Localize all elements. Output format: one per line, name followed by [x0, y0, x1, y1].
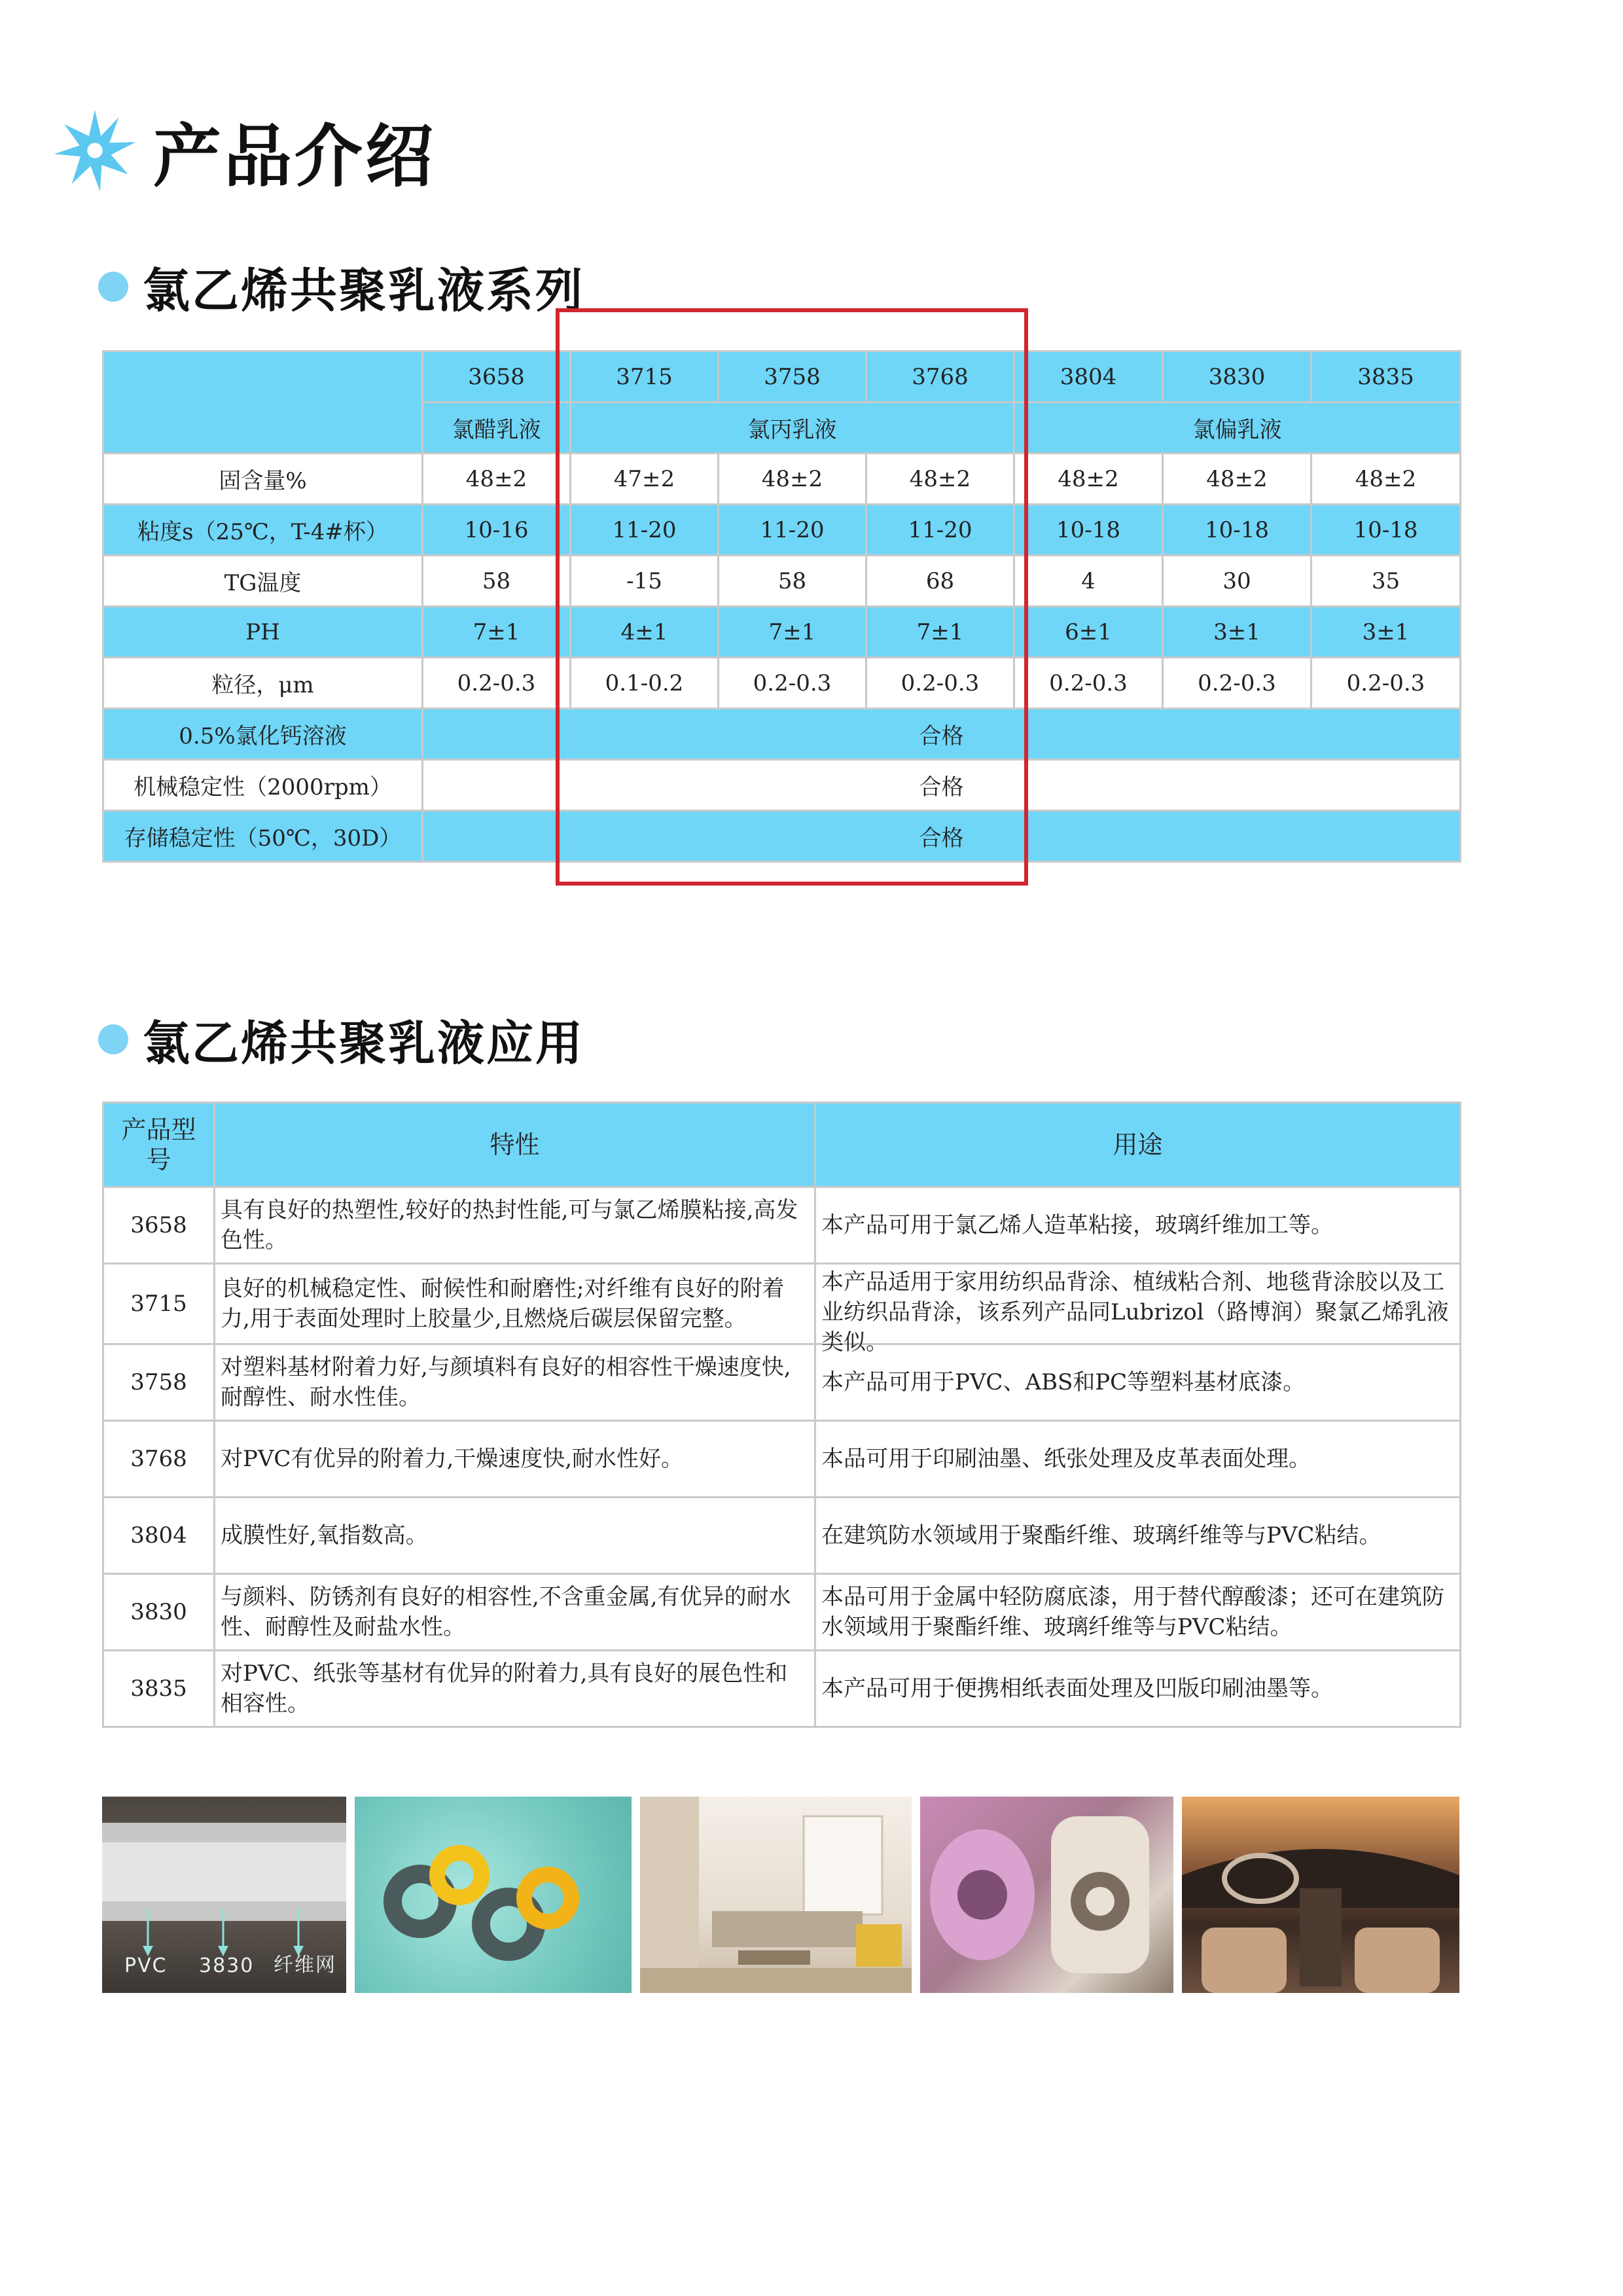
photo-label-pvc: PVC	[124, 1954, 168, 1977]
table-cell: 0.1-0.2	[571, 658, 719, 709]
table-cell: 0.2-0.3	[1014, 658, 1163, 709]
table-cell: 58	[719, 556, 866, 607]
table-cell: 10-18	[1014, 505, 1163, 556]
rings-illustration	[355, 1797, 632, 1993]
application-section-title: 氯乙烯共聚乳液应用	[143, 1016, 585, 1071]
property-cell	[215, 1498, 815, 1574]
usage-text: 本产品可用于氯乙烯人造革粘接，玻璃纤维加工等。	[821, 1212, 1333, 1238]
model-header: 3768	[866, 351, 1014, 403]
usage-cell	[815, 1651, 1461, 1727]
model-header: 3758	[719, 351, 866, 403]
series-section-heading	[98, 257, 584, 316]
model-cell: 3758	[103, 1344, 215, 1421]
table-cell: 合格	[423, 760, 1461, 811]
table-row	[103, 1651, 1461, 1727]
parts-illustration	[920, 1797, 1173, 1993]
usage-cell	[815, 1421, 1461, 1498]
table-cell: 48±2	[1014, 454, 1163, 505]
model-header: 3835	[1311, 351, 1461, 403]
usage-cell	[815, 1187, 1461, 1264]
table-cell: 0.2-0.3	[719, 658, 866, 709]
table-cell: 合格	[423, 709, 1461, 760]
table-cell: 68	[866, 556, 1014, 607]
photo-swim-rings	[355, 1797, 632, 1993]
usage-cell	[815, 1498, 1461, 1574]
group-header: 氯偏乳液	[1014, 403, 1461, 454]
model-cell: 3830	[103, 1574, 215, 1651]
application-section-heading	[98, 1010, 584, 1069]
property-cell	[215, 1574, 815, 1651]
table-cell: 10-18	[1163, 505, 1311, 556]
table-row	[103, 1574, 1461, 1651]
table-cell: 7±1	[423, 607, 571, 658]
property-text: 与颜料、防锈剂有良好的相容性,不含重金属,有优异的耐水性、耐醇性及耐盐水性。	[221, 1584, 791, 1640]
property-cell	[215, 1187, 815, 1264]
series-section-title: 氯乙烯共聚乳液系列	[143, 263, 585, 318]
starburst-icon	[52, 108, 137, 193]
table-cell: 0.2-0.3	[866, 658, 1014, 709]
application-table	[102, 1102, 1461, 1728]
property-cell	[215, 1651, 815, 1727]
property-text: 对PVC有优异的附着力,干燥速度快,耐水性好。	[221, 1446, 684, 1472]
property-text: 对塑料基材附着力好,与颜填料有良好的相容性干燥速度快,耐醇性、耐水性佳。	[221, 1354, 791, 1410]
row-label: PH	[103, 607, 423, 658]
row-label: 机械稳定性（2000rpm）	[103, 760, 423, 811]
table-cell: 48±2	[1163, 454, 1311, 505]
table-row	[103, 1344, 1461, 1421]
living-room-illustration	[640, 1797, 912, 1993]
table-cell: 10-16	[423, 505, 571, 556]
row-label: 粒径，μm	[103, 658, 423, 709]
table-cell: 48±2	[866, 454, 1014, 505]
usage-text: 在建筑防水领域用于聚酯纤维、玻璃纤维等与PVC粘结。	[821, 1522, 1382, 1549]
table-cell: 4	[1014, 556, 1163, 607]
model-header: 3830	[1163, 351, 1311, 403]
table-cell: 4±1	[571, 607, 719, 658]
row-label: 粘度s（25℃，T-4#杯）	[103, 505, 423, 556]
table-cell: 47±2	[571, 454, 719, 505]
table-cell: 11-20	[719, 505, 866, 556]
property-text: 良好的机械稳定性、耐候性和耐磨性;对纤维有良好的附着力,用于表面处理时上胶量少,且燃烧后碳层保留完整。	[221, 1276, 785, 1332]
table-cell: 0.2-0.3	[423, 658, 571, 709]
property-text: 具有良好的热塑性,较好的热封性能,可与氯乙烯膜粘接,高发色性。	[221, 1197, 798, 1253]
app-header-row	[103, 1103, 1461, 1187]
usage-cell	[815, 1574, 1461, 1651]
photo-car-interior	[1182, 1797, 1459, 1993]
property-text: 对PVC、纸张等基材有优异的附着力,具有良好的展色性和相容性。	[221, 1660, 788, 1717]
table-cell: 48±2	[719, 454, 866, 505]
usage-text: 本产品可用于便携相纸表面处理及凹版印刷油墨等。	[821, 1676, 1333, 1702]
table-cell: 7±1	[866, 607, 1014, 658]
page-header	[52, 98, 436, 203]
table-cell: 3±1	[1163, 607, 1311, 658]
row-label: 0.5%氯化钙溶液	[103, 709, 423, 760]
table-cell: 11-20	[571, 505, 719, 556]
column-header: 产品型号	[103, 1103, 215, 1187]
table-cell: 48±2	[1311, 454, 1461, 505]
table-cell: 30	[1163, 556, 1311, 607]
usage-text: 本产品适用于家用纺织品背涂、植绒粘合剂、地毯背涂胶以及工业纺织品背涂，该系列产品同Lubrizol（路博润）聚氯乙烯乳液类似。	[821, 1269, 1449, 1355]
column-header: 特性	[215, 1103, 815, 1187]
table-cell: 0.2-0.3	[1311, 658, 1461, 709]
row-label: 固含量%	[103, 454, 423, 505]
model-cell: 3804	[103, 1498, 215, 1574]
bullet-dot-icon	[98, 272, 128, 302]
photo-coated-parts	[920, 1797, 1173, 1993]
row-label: TG温度	[103, 556, 423, 607]
photo-label-3830: 3830	[199, 1954, 255, 1977]
usage-text: 本品可用于金属中轻防腐底漆，用于替代醇酸漆；还可在建筑防水领域用于聚酯纤维、玻璃纤维等与PVC粘结。	[821, 1584, 1444, 1640]
model-cell: 3835	[103, 1651, 215, 1727]
car-interior-illustration	[1182, 1797, 1459, 1993]
property-cell	[215, 1421, 815, 1498]
table-cell: 7±1	[719, 607, 866, 658]
photo-label-fiber: 纤维网	[274, 1954, 336, 1977]
table-cell: 0.2-0.3	[1163, 658, 1311, 709]
model-cell: 3715	[103, 1264, 215, 1344]
photo-living-room	[640, 1797, 912, 1993]
table-cell: 35	[1311, 556, 1461, 607]
photo-laminate-sample	[102, 1797, 346, 1993]
model-header: 3658	[423, 351, 571, 403]
property-cell	[215, 1344, 815, 1421]
usage-cell	[815, 1344, 1461, 1421]
table-cell: 3±1	[1311, 607, 1461, 658]
table-cell: 48±2	[423, 454, 571, 505]
bullet-dot-icon	[98, 1024, 128, 1054]
table-row	[103, 1498, 1461, 1574]
usage-text: 本产品可用于PVC、ABS和PC等塑料基材底漆。	[821, 1369, 1306, 1395]
row-label: 存储稳定性（50℃，30D）	[103, 811, 423, 862]
table-cell: 11-20	[866, 505, 1014, 556]
group-header: 氯丙乳液	[571, 403, 1014, 454]
model-cell: 3658	[103, 1187, 215, 1264]
column-header: 用途	[815, 1103, 1461, 1187]
table-cell: 10-18	[1311, 505, 1461, 556]
highlight-box	[556, 308, 1028, 886]
property-text: 成膜性好,氧指数高。	[221, 1522, 428, 1549]
property-cell	[215, 1264, 815, 1344]
table-row	[103, 1421, 1461, 1498]
page-title: 产品介绍	[153, 117, 437, 196]
model-cell: 3768	[103, 1421, 215, 1498]
table-row	[103, 1264, 1461, 1344]
model-header: 3804	[1014, 351, 1163, 403]
model-header: 3715	[571, 351, 719, 403]
table-cell: 58	[423, 556, 571, 607]
table-cell: -15	[571, 556, 719, 607]
group-header: 氯醋乳液	[423, 403, 571, 454]
table-cell: 合格	[423, 811, 1461, 862]
diagonal-corner-cell	[103, 351, 423, 454]
table-cell: 6±1	[1014, 607, 1163, 658]
usage-cell	[815, 1264, 1461, 1355]
usage-text: 本品可用于印刷油墨、纸张处理及皮革表面处理。	[821, 1446, 1311, 1472]
table-row	[103, 1187, 1461, 1264]
